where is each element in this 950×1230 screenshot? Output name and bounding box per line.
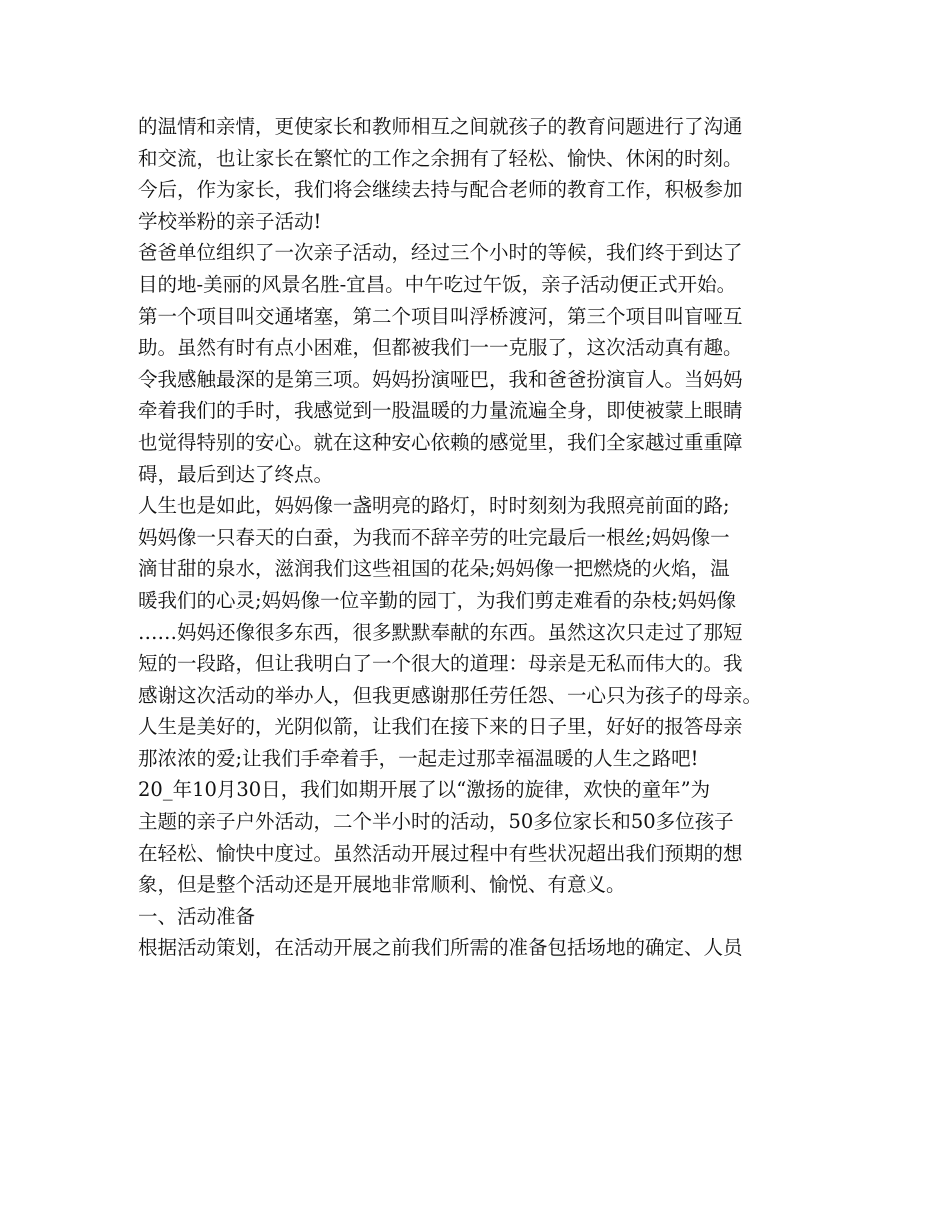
section-heading: 一、活动准备 xyxy=(138,904,256,928)
text-line: 的温情和亲情，更使家长和教师相互之间就孩子的教育问题进行了沟通 xyxy=(138,115,743,138)
text-line: 今后，作为家长，我们将会继续去持与配合老师的教育工作，积极参加 xyxy=(138,178,743,202)
text-line: 牵着我们的手时，我感觉到一股温暖的力量流遍全身，即使被蒙上眼睛 xyxy=(138,399,743,423)
document-body xyxy=(138,111,818,964)
text-line: 令我感触最深的是第三项。妈妈扮演哑巴，我和爸爸扮演盲人。当妈妈 xyxy=(138,367,743,391)
text-line: 爸爸单位组织了一次亲子活动，经过三个小时的等候，我们终于到达了 xyxy=(138,241,743,265)
text-line: 那浓浓的爱;让我们手牵着手，一起走过那幸福温暖的人生之路吧! xyxy=(138,746,699,770)
text-line: 在轻松、愉快中度过。虽然活动开展过程中有些状况超出我们预期的想 xyxy=(138,841,743,865)
text-line: 助。虽然有时有点小困难，但都被我们一一克服了，这次活动真有趣。 xyxy=(138,336,743,360)
text-line: 目的地-美丽的风景名胜-宜昌。中午吃过午饭，亲子活动便正式开始。 xyxy=(138,272,737,296)
text-line: 感谢这次活动的举办人，但我更感谢那任劳任怨、一心只为孩子的母亲。 xyxy=(138,683,763,707)
text-line: 也觉得特别的安心。就在这种安心依赖的感觉里，我们全家越过重重障 xyxy=(138,430,743,454)
text-line: 滴甘甜的泉水，滋润我们这些祖国的花朵;妈妈像一把燃烧的火焰，温 xyxy=(138,557,730,581)
text-line: 碍，最后到达了终点。 xyxy=(138,462,334,486)
text-line: 人生也是如此，妈妈像一盏明亮的路灯，时时刻刻为我照亮前面的路; xyxy=(138,494,730,518)
text-line: 根据活动策划，在活动开展之前我们所需的准备包括场地的确定、人员 xyxy=(138,936,743,960)
text-line: 第一个项目叫交通堵塞，第二个项目叫浮桥渡河，第三个项目叫盲哑互 xyxy=(138,304,743,328)
text-line: 短的一段路，但让我明白了一个很大的道理：母亲是无私而伟大的。我 xyxy=(138,652,743,676)
text-line: 20_年10月30日，我们如期开展了以“激扬的旋律，欢快的童年”为 xyxy=(138,778,711,802)
text-line: 象，但是整个活动还是开展地非常顺利、愉悦、有意义。 xyxy=(138,873,626,897)
text-line: 妈妈像一只春天的白蚕，为我而不辞辛劳的吐完最后一根丝;妈妈像一 xyxy=(138,525,730,549)
text-line: ……妈妈还像很多东西，很多默默奉献的东西。虽然这次只走过了那短 xyxy=(138,620,743,644)
text-line: 暖我们的心灵;妈妈像一位辛勤的园丁，为我们剪走难看的杂枝;妈妈像 xyxy=(138,588,737,612)
text-line: 学校举粉的亲子活动! xyxy=(138,209,322,233)
text-line: 人生是美好的，光阴似箭，让我们在接下来的日子里，好好的报答母亲 xyxy=(138,715,743,739)
text-line: 和交流，也让家长在繁忙的工作之余拥有了轻松、愉快、休闲的时刻。 xyxy=(138,146,743,170)
text-line: 主题的亲子户外活动，二个半小时的活动，50多位家长和50多位孩子 xyxy=(138,810,734,834)
